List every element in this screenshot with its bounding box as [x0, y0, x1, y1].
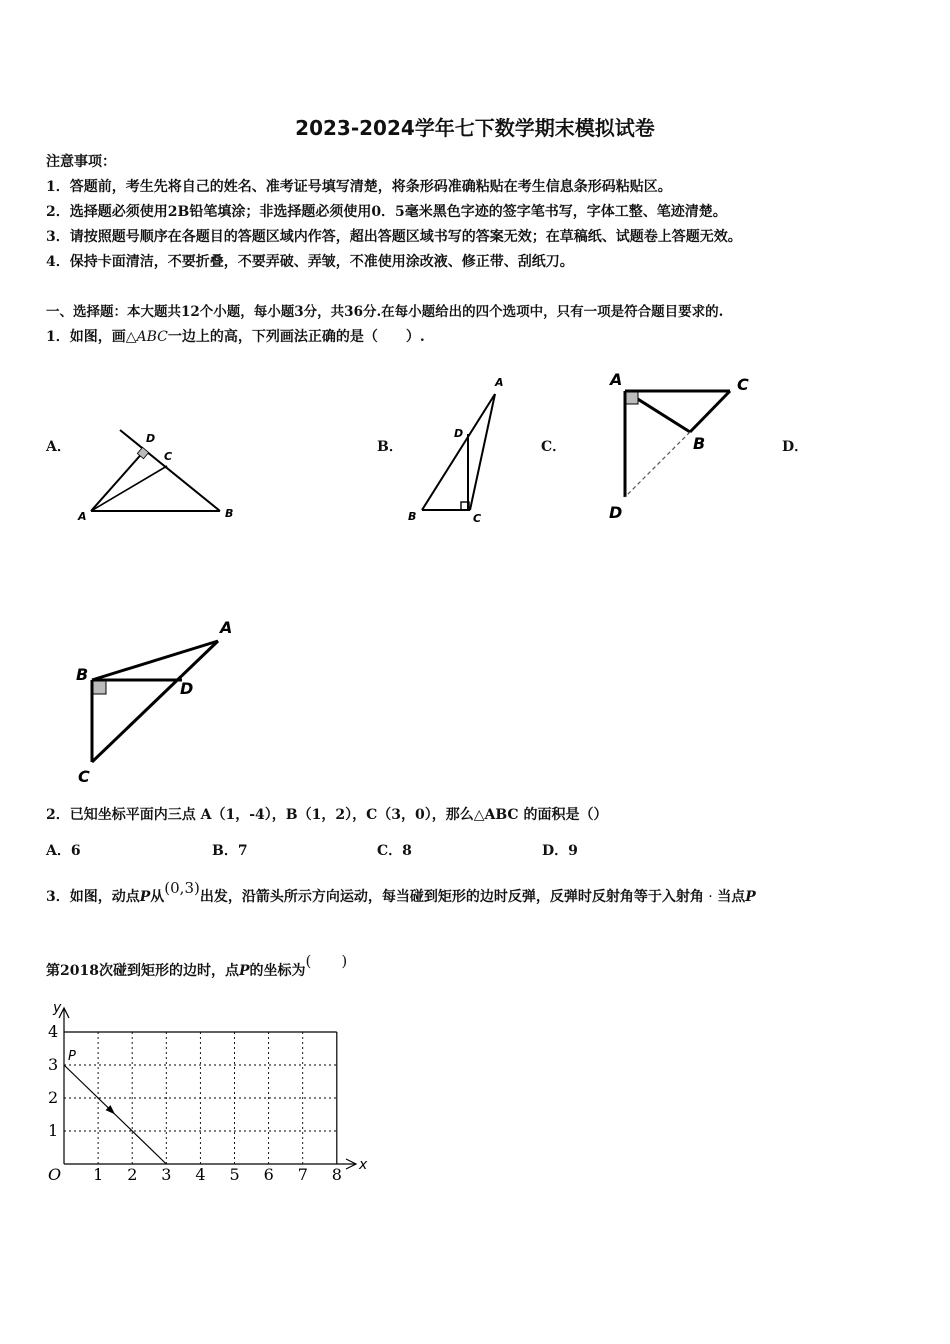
q1-figure-d — [70, 612, 245, 792]
q1-option-a[interactable]: A． — [46, 439, 71, 455]
q2-stem: 2．已知坐标平面内三点 A（1，-4），B（1，2），C（3，0），那么△ABC 的面积是（） — [46, 807, 608, 823]
q3-from: 从 — [150, 889, 165, 905]
q1-option-c[interactable]: C． — [541, 439, 567, 455]
q3-point-2: P — [745, 889, 756, 905]
fig-a-label-c: C — [164, 450, 173, 463]
note-item: 4．保持卡面清洁，不要折叠，不要弄破、弄皱，不准使用涂改液、修正带、刮纸刀。 — [46, 254, 574, 270]
q1-stem — [46, 327, 425, 347]
q3-line2-suffix: 的坐标为 — [249, 963, 306, 979]
x-tick-label: 1 — [93, 1165, 104, 1184]
q2-option-b[interactable]: B．7 — [212, 843, 248, 859]
fig-b-label-a: A — [495, 376, 504, 389]
y-tick-label: 3 — [48, 1055, 59, 1074]
fig-c-label-c: C — [737, 375, 749, 394]
q1-figure-b — [398, 372, 518, 532]
page-title: 2023-2024学年七下数学期末模拟试卷 — [295, 116, 655, 140]
note-item: 2．选择题必须使用2B铅笔填涂；非选择题必须使用0．5毫米黑色字迹的签字笔书写，字体工整、笔迹清楚。 — [46, 204, 727, 220]
x-tick-label: 2 — [127, 1165, 138, 1184]
notes-heading: 注意事项： — [46, 154, 116, 170]
q1-stem-prefix: 1．如图，画 — [46, 329, 126, 345]
q1-figure-c — [600, 365, 760, 525]
x-tick-label: 7 — [297, 1165, 308, 1184]
fig-c-label-a: A — [610, 370, 623, 389]
fig-a-label-b: B — [225, 507, 234, 520]
q1-option-b[interactable]: B． — [377, 439, 403, 455]
x-tick-label: 3 — [161, 1165, 172, 1184]
y-tick-label: 4 — [48, 1022, 59, 1041]
q3-start-coord: (0,3) — [164, 879, 200, 897]
q3-stem-line2 — [46, 952, 348, 981]
fig-b-label-b: B — [408, 510, 417, 523]
point-p-label: P — [68, 1049, 76, 1064]
q3-point: P — [139, 889, 151, 905]
fig-c-label-d: D — [609, 503, 623, 522]
q1-option-d[interactable]: D． — [782, 439, 809, 455]
section-heading: 一、选择题：本大题共12个小题，每小题3分，共36分.在每小题给出的四个选项中，只有一项是符合题目要求的. — [46, 304, 724, 320]
fig-b-label-c: C — [473, 512, 482, 525]
fig-a-label-d: D — [146, 432, 156, 445]
note-item: 1．答题前，考生先将自己的姓名、准考证号填写清楚，将条形码准确粘贴在考生信息条形码粘贴区。 — [46, 179, 672, 195]
fig-a-label-a: A — [78, 510, 87, 523]
q1-stem-math: △ABC — [125, 329, 168, 345]
motion-path — [64, 1065, 166, 1164]
q3-point-3: P — [238, 963, 250, 979]
q3-stem-mid: 出发，沿箭头所示方向运动，每当碰到矩形的边时反弹，反弹时反射角等于入射角 — [199, 889, 704, 905]
x-ticks — [93, 1165, 342, 1184]
q3-stem-prefix: 3．如图，动点 — [46, 889, 140, 905]
fig-d-label-a: A — [220, 618, 233, 637]
x-axis-label: x — [359, 1157, 368, 1173]
q3-graph — [40, 998, 370, 1188]
fig-b-label-d: D — [454, 427, 464, 440]
q3-stem: 3．如图，动点P从(0,3)出发，沿箭头所示方向运动，每当碰到矩形的边时反弹，反弹时反射角等于入射角 · 当点P — [46, 879, 756, 905]
q1-stem-suffix: 一边上的高，下列画法正确的是（ ）. — [167, 329, 425, 345]
x-tick-label: 6 — [263, 1165, 274, 1184]
q3-answer-paren: ( ) — [305, 952, 348, 970]
y-tick-label: 1 — [48, 1121, 59, 1140]
x-tick-label: 5 — [229, 1165, 240, 1184]
note-item: 3．请按照题号顺序在各题目的答题区域内作答，超出答题区域书写的答案无效；在草稿纸、试题卷上答题无效。 — [46, 229, 742, 245]
x-tick-label: 4 — [195, 1165, 206, 1184]
y-axis-label: y — [53, 1000, 62, 1016]
q3-stem-end: 当点 — [717, 889, 746, 905]
fig-c-label-b: B — [693, 434, 706, 453]
x-tick-label: 8 — [331, 1165, 342, 1184]
q2-option-a[interactable]: A．6 — [46, 843, 81, 859]
q1-figure-a — [70, 420, 245, 530]
y-ticks — [48, 1022, 58, 1140]
q3-line2-prefix: 第2018次碰到矩形的边时，点 — [46, 963, 239, 979]
fig-d-label-d: D — [180, 679, 194, 698]
q2-option-d[interactable]: D．9 — [542, 843, 578, 859]
fig-d-label-c: C — [78, 767, 90, 786]
y-tick-label: 2 — [48, 1088, 59, 1107]
q2-option-c[interactable]: C．8 — [377, 843, 412, 859]
fig-d-label-b: B — [76, 665, 89, 684]
origin-label: O — [48, 1165, 62, 1184]
graph-grid — [64, 1032, 337, 1164]
